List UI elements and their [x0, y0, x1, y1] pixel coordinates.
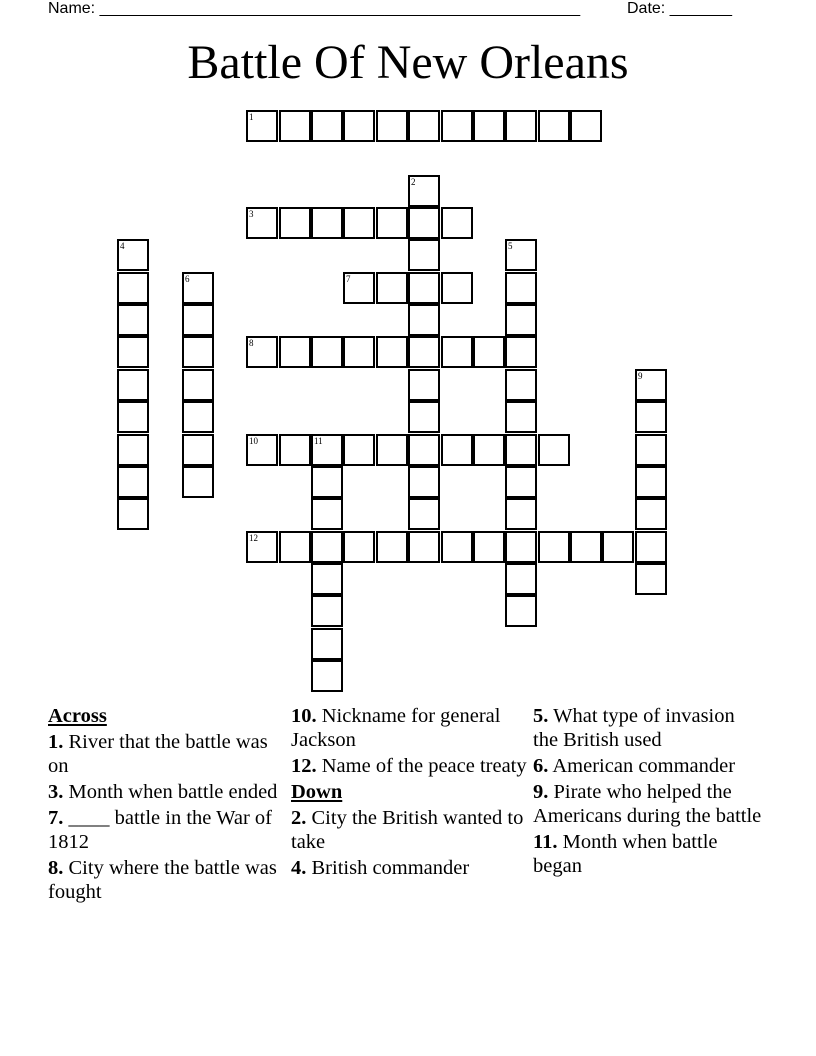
- cell-number: 6: [185, 274, 190, 284]
- grid-cell[interactable]: [117, 369, 149, 401]
- grid-cell[interactable]: [182, 466, 214, 498]
- grid-cell[interactable]: [408, 110, 440, 142]
- grid-cell[interactable]: [376, 272, 408, 304]
- grid-cell[interactable]: [182, 401, 214, 433]
- clue-column-1: [48, 704, 288, 906]
- grid-cell[interactable]: [505, 401, 537, 433]
- cell-number: 8: [249, 338, 254, 348]
- grid-cell[interactable]: [635, 369, 667, 401]
- clue-across-10: 10. Nickname for general Jackson: [291, 705, 501, 751]
- grid-cell[interactable]: [473, 336, 505, 368]
- grid-cell[interactable]: [505, 369, 537, 401]
- grid-cell[interactable]: [311, 628, 343, 660]
- grid-cell[interactable]: [376, 336, 408, 368]
- grid-cell[interactable]: [635, 531, 667, 563]
- grid-cell[interactable]: [441, 272, 473, 304]
- grid-cell[interactable]: [408, 336, 440, 368]
- grid-cell[interactable]: [117, 239, 149, 271]
- grid-cell[interactable]: [505, 239, 537, 271]
- grid-cell[interactable]: [408, 466, 440, 498]
- grid-cell[interactable]: [538, 531, 570, 563]
- cell-number: 11: [314, 436, 323, 446]
- clue-down-4: 4. British commander: [291, 857, 470, 879]
- clue-down-11: 11. Month when battle began: [533, 831, 718, 877]
- grid-cell[interactable]: [343, 207, 375, 239]
- grid-cell[interactable]: [343, 272, 375, 304]
- grid-cell[interactable]: [505, 110, 537, 142]
- grid-cell[interactable]: [538, 110, 570, 142]
- grid-cell[interactable]: [311, 531, 343, 563]
- clue-down-9: 9. Pirate who helped the Americans during the battle: [533, 781, 762, 827]
- clue-across-1: 1. River that the battle was on: [48, 731, 268, 777]
- grid-cell[interactable]: [441, 207, 473, 239]
- grid-cell[interactable]: [473, 531, 505, 563]
- grid-cell[interactable]: [311, 207, 343, 239]
- grid-cell[interactable]: [473, 110, 505, 142]
- grid-cell[interactable]: [635, 434, 667, 466]
- grid-cell[interactable]: [408, 369, 440, 401]
- grid-cell[interactable]: [246, 531, 278, 563]
- grid-cell[interactable]: [182, 272, 214, 304]
- grid-cell[interactable]: [311, 110, 343, 142]
- grid-cell[interactable]: [570, 110, 602, 142]
- clue-down-6: 6. American commander: [533, 755, 736, 777]
- grid-cell[interactable]: [182, 434, 214, 466]
- grid-cell[interactable]: [311, 434, 343, 466]
- grid-cell[interactable]: [408, 175, 440, 207]
- grid-cell[interactable]: [376, 434, 408, 466]
- grid-cell[interactable]: [505, 563, 537, 595]
- grid-cell[interactable]: [343, 531, 375, 563]
- grid-cell[interactable]: [311, 498, 343, 530]
- puzzle-title: Battle Of New Orleans: [187, 36, 629, 89]
- cell-number: 2: [411, 177, 416, 187]
- grid-cell[interactable]: [343, 336, 375, 368]
- grid-cell[interactable]: [117, 272, 149, 304]
- grid-cell[interactable]: [376, 207, 408, 239]
- grid-cell[interactable]: [311, 466, 343, 498]
- grid-cell[interactable]: [182, 369, 214, 401]
- grid-cell[interactable]: [635, 466, 667, 498]
- grid-cell[interactable]: [311, 563, 343, 595]
- grid-cell[interactable]: [343, 434, 375, 466]
- grid-cell[interactable]: [408, 272, 440, 304]
- grid-cell[interactable]: [246, 434, 278, 466]
- cell-number: 4: [120, 241, 125, 251]
- grid-cell[interactable]: [246, 110, 278, 142]
- grid-cell[interactable]: [246, 336, 278, 368]
- grid-cell[interactable]: [117, 401, 149, 433]
- clue-across-3: 3. Month when battle ended: [48, 781, 278, 803]
- grid-cell[interactable]: [376, 531, 408, 563]
- grid-cell[interactable]: [279, 434, 311, 466]
- grid-cell[interactable]: [117, 304, 149, 336]
- down-heading: Down: [291, 781, 343, 803]
- grid-cell[interactable]: [246, 207, 278, 239]
- cell-number: 12: [249, 533, 258, 543]
- grid-cell[interactable]: [117, 466, 149, 498]
- grid-cell[interactable]: [343, 110, 375, 142]
- grid-cell[interactable]: [441, 434, 473, 466]
- cell-number: 7: [346, 274, 351, 284]
- grid-cell[interactable]: [279, 110, 311, 142]
- grid-cell[interactable]: [408, 207, 440, 239]
- grid-cell[interactable]: [376, 110, 408, 142]
- grid-cell[interactable]: [408, 531, 440, 563]
- grid-cell[interactable]: [505, 304, 537, 336]
- grid-cell[interactable]: [635, 498, 667, 530]
- grid-cell[interactable]: [635, 563, 667, 595]
- cell-number: 3: [249, 209, 254, 219]
- clue-down-2: 2. City the British wanted to take: [291, 807, 524, 853]
- cell-number: 5: [508, 241, 513, 251]
- cell-number: 1: [249, 112, 254, 122]
- grid-cell[interactable]: [441, 110, 473, 142]
- grid-cell[interactable]: [570, 531, 602, 563]
- grid-cell[interactable]: [279, 336, 311, 368]
- grid-cell[interactable]: [505, 272, 537, 304]
- grid-cell[interactable]: [311, 660, 343, 692]
- grid-cell[interactable]: [505, 498, 537, 530]
- grid-cell[interactable]: [408, 239, 440, 271]
- grid-cell[interactable]: [279, 207, 311, 239]
- grid-cell[interactable]: [408, 304, 440, 336]
- grid-cell[interactable]: [117, 336, 149, 368]
- grid-cell[interactable]: [441, 336, 473, 368]
- grid-cell[interactable]: [408, 434, 440, 466]
- clue-column-3: [533, 704, 763, 880]
- grid-cell[interactable]: [505, 336, 537, 368]
- cell-number: 9: [638, 371, 643, 381]
- grid-cell[interactable]: [408, 401, 440, 433]
- grid-cell[interactable]: [279, 531, 311, 563]
- grid-cell[interactable]: [505, 434, 537, 466]
- grid-cell[interactable]: [182, 304, 214, 336]
- clue-column-2: [291, 704, 531, 882]
- grid-cell[interactable]: [505, 466, 537, 498]
- clue-across-7: 7. ____ battle in the War of 1812: [48, 807, 272, 853]
- date-field[interactable]: Date: _______: [627, 0, 732, 17]
- grid-cell[interactable]: [602, 531, 634, 563]
- clue-across-12: 12. Name of the peace treaty: [291, 755, 527, 777]
- clue-across-8: 8. City where the battle was fought: [48, 857, 277, 903]
- grid-cell[interactable]: [505, 531, 537, 563]
- name-field[interactable]: Name: ______________________________________________________: [48, 0, 581, 17]
- grid-cell[interactable]: [311, 595, 343, 627]
- grid-cell[interactable]: [311, 336, 343, 368]
- grid-cell[interactable]: [473, 434, 505, 466]
- grid-cell[interactable]: [182, 336, 214, 368]
- grid-cell[interactable]: [117, 434, 149, 466]
- grid-cell[interactable]: [441, 531, 473, 563]
- grid-cell[interactable]: [408, 498, 440, 530]
- grid-cell[interactable]: [505, 595, 537, 627]
- clue-down-5: 5. What type of invasion the British used: [533, 705, 735, 751]
- grid-cell[interactable]: [538, 434, 570, 466]
- across-heading: Across: [48, 705, 107, 727]
- grid-cell[interactable]: [635, 401, 667, 433]
- grid-cell[interactable]: [117, 498, 149, 530]
- cell-number: 10: [249, 436, 258, 446]
